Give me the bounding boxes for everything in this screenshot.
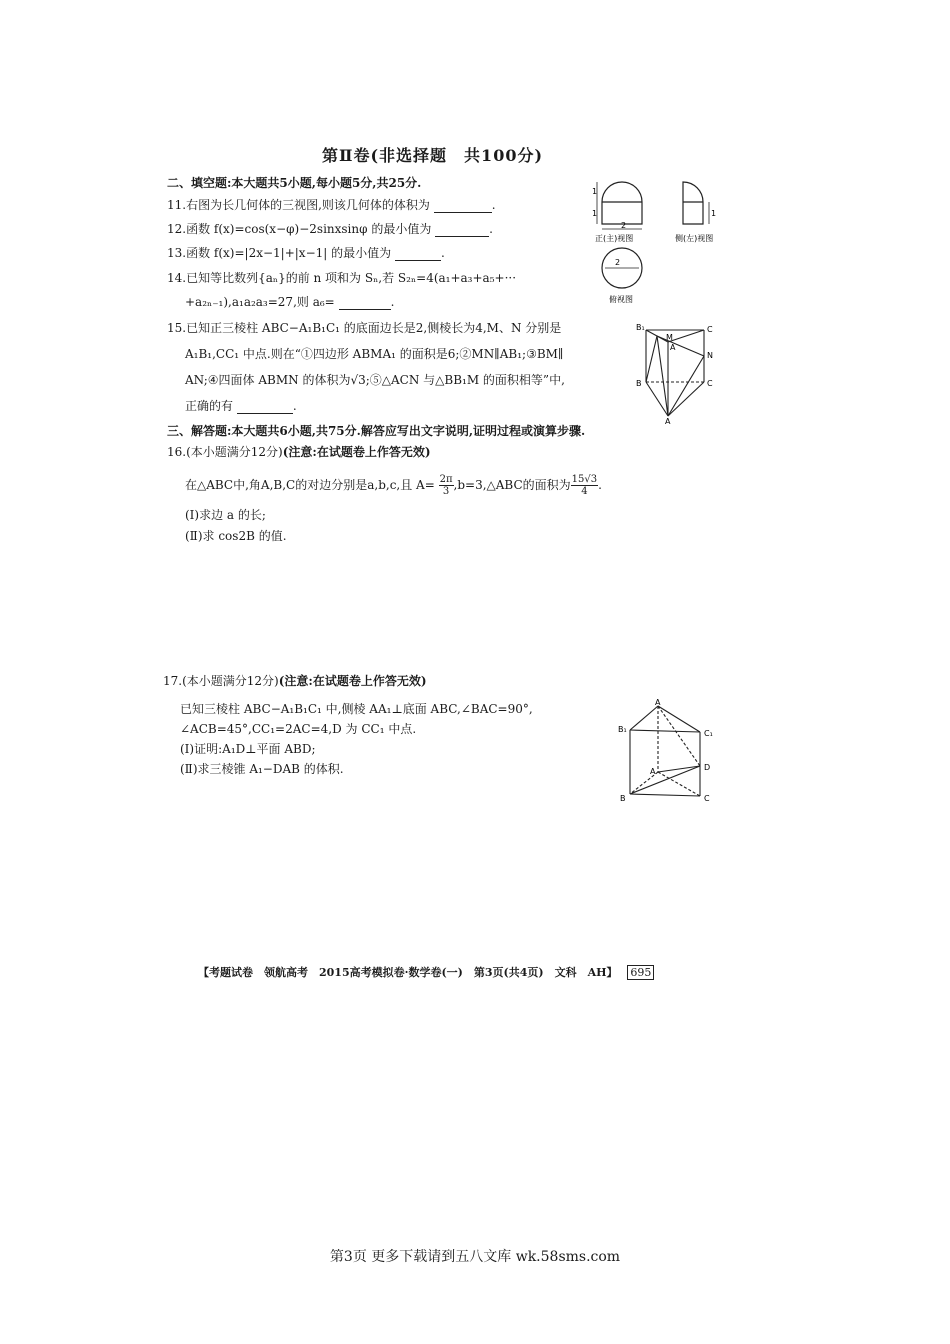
side-view-label: 侧(左)视图 [675,234,714,243]
question-16-part-2: (Ⅱ)求 cos2B 的值. [185,529,287,543]
question-16-body-b: ,b=3,△ABC的面积为 [453,478,571,492]
question-15-line-2: A₁B₁,CC₁ 中点.则在“①四边形 ABMA₁ 的面积是6;②MN∥AB₁;③BM∥ [185,347,564,361]
vertex-label: C [707,325,713,334]
question-17-line-1: 已知三棱柱 ABC−A₁B₁C₁ 中,侧棱 AA₁⊥底面 ABC,∠BAC=90°, [180,702,533,716]
vertex-label: C [704,794,710,803]
prism-figure-q17 [612,698,722,806]
vertex-label: C [707,379,713,388]
question-15-line-4: 正确的有 . [185,399,297,413]
exam-code-box: 695 [627,965,654,980]
front-view-label: 正(主)视图 [595,234,634,243]
page-title: 第Ⅱ卷(非选择题 共100分) [322,146,544,165]
page-bottom-text: 第3页 更多下载请到五八文库 wk.58sms.com [329,1249,621,1265]
question-17-part-2: (Ⅱ)求三棱锥 A₁−DAB 的体积. [180,762,344,776]
vertex-label: A [655,698,661,707]
vertex-label: A [670,343,676,352]
vertex-label: B₁ [636,323,645,332]
vertex-label: C₁ [704,729,713,738]
prism-figure-q15 [632,320,724,425]
dim-label: 2 [615,258,621,267]
fraction-2pi-over-3: $\frac{2\pi}{3}$ [439,474,453,497]
vertex-label: A [665,417,671,425]
question-15-text: 正确的有 [185,399,234,413]
exam-footer-text: 【考题试卷 领航高考 2015高考模拟卷·数学卷(一) 第3页(共4页) 文科 AH】 [198,966,618,979]
vertex-label: B [620,794,626,803]
question-16-note: (注意:在试题卷上作答无效) [282,445,431,459]
front-view-shape [602,182,642,224]
question-11-text: 11.右图为长几何体的三视图,则该几何体的体积为 [167,198,430,212]
vertex-label: D [704,763,711,772]
question-13-text: 13.函数 f(x)=|2x−1|+|x−1| 的最小值为 [167,246,392,260]
question-13: 13.函数 f(x)=|2x−1|+|x−1| 的最小值为 . [167,246,445,260]
question-16-body [185,474,602,497]
answer-blank [434,200,492,213]
question-12-text: 12.函数 f(x)=cos(x−φ)−2sinxsinφ 的最小值为 [167,222,432,236]
question-14-line-1: 14.已知等比数列{aₙ}的前 n 项和为 Sₙ,若 S₂ₙ=4(a₁+a₃+a₅+··· [167,271,517,285]
question-17-line-2: ∠ACB=45°,CC₁=2AC=4,D 为 CC₁ 中点. [180,722,417,736]
question-15-line-3: AN;④四面体 ABMN 的体积为√3;⑤△ACN 与△BB₁M 的面积相等”中, [185,373,565,387]
section-answer-heading: 三、解答题:本大题共6小题,共75分.解答应写出文字说明,证明过程或演算步骤. [167,424,586,438]
top-view-label: 俯视图 [609,295,633,304]
answer-blank [435,224,489,237]
dim-label: 1 [592,187,598,196]
question-14-text: +a₂ₙ₋₁),a₁a₂a₃=27,则 a₆= [185,295,335,309]
question-16-body-a: 在△ABC中,角A,B,C的对边分别是a,b,c,且 A= [185,478,435,492]
answer-blank [395,248,441,261]
section-fill-in-heading: 二、填空题:本大题共5小题,每小题5分,共25分. [167,176,422,190]
question-17-score: 17.(本小题满分12分) [163,674,279,688]
fraction-area: $\frac{15√3}{4}$ [571,474,598,497]
three-view-diagram [585,172,725,307]
exam-footer [198,964,654,980]
question-16-part-1: (Ⅰ)求边 a 的长; [185,508,266,522]
question-12: 12.函数 f(x)=cos(x−φ)−2sinxsinφ 的最小值为 . [167,222,493,236]
question-15-line-1: 15.已知正三棱柱 ABC−A₁B₁C₁ 的底面边长是2,侧棱长为4,M、N 分别是 [167,321,562,335]
question-16-score: 16.(本小题满分12分) [167,445,283,459]
vertex-label: A [650,767,656,776]
question-11: 11.右图为长几何体的三视图,则该几何体的体积为 . [167,198,496,212]
dim-label: 1 [711,209,717,218]
answer-blank [237,401,293,414]
vertex-label: B₁ [618,725,627,734]
question-17-note: (注意:在试题卷上作答无效) [278,674,427,688]
question-14-line-2: +a₂ₙ₋₁),a₁a₂a₃=27,则 a₆= . [185,295,395,309]
question-17-part-1: (Ⅰ)证明:A₁D⊥平面 ABD; [180,742,316,756]
question-16-body-c: . [598,478,602,492]
answer-blank [339,297,391,310]
vertex-label: B [636,379,642,388]
vertex-label: N [707,351,713,360]
side-view-shape [683,182,703,224]
dim-label: 1 [592,209,598,218]
vertex-label: M [666,333,673,342]
question-17-heading [163,673,427,689]
question-16-heading [167,444,431,460]
dim-label: 2 [621,221,627,230]
